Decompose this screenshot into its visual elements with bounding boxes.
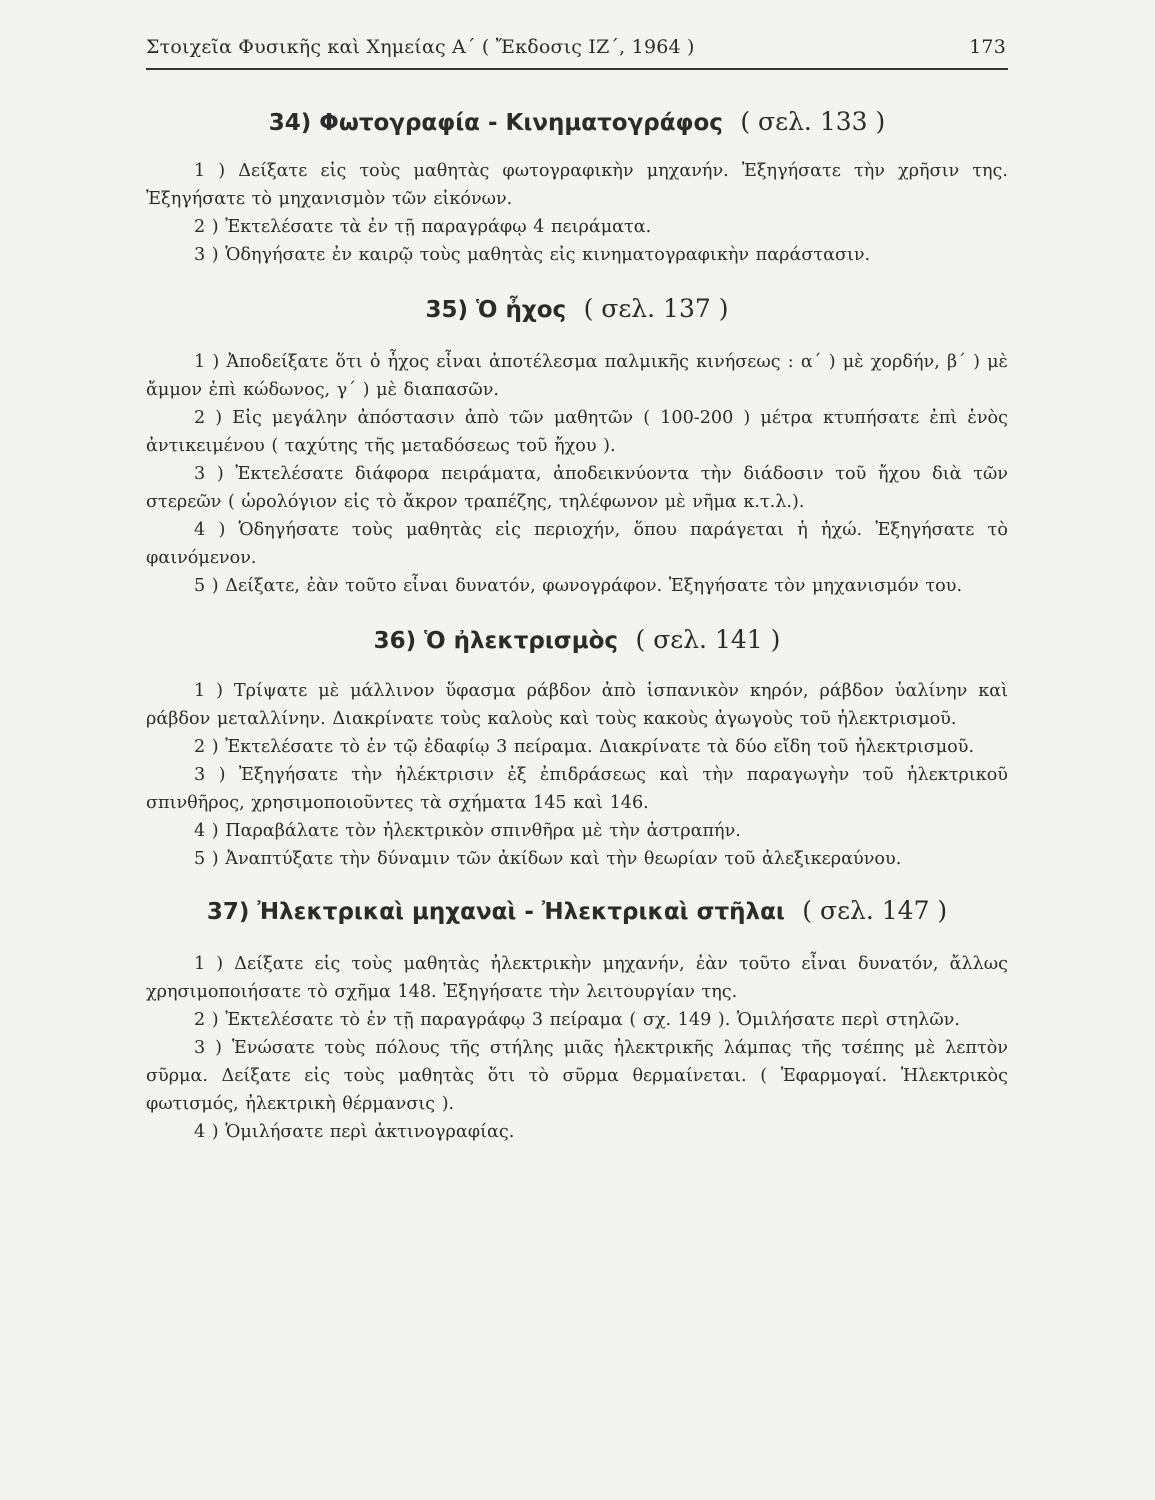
section-35-title <box>146 293 1008 326</box>
section-page-ref: ( σελ. 133 ) <box>740 107 886 136</box>
list-item: 4 ) Ὁδηγήσατε τοὺς μαθητὰς εἰς περιοχήν, ὅπου παράγεται ἡ ἠχώ. Ἐξηγήσατε τὸ φαινόμενον. <box>146 520 1008 568</box>
list-item: 3 ) Ἑνώσατε τοὺς πόλους τῆς στήλης μιᾶς ἠλεκτρικῆς λάμπας τῆς τσέπης μὲ λεπτὸν σῦρμα. Δείξατε εἰς τοὺς μαθητὰς ὅτι τὸ σῦρμα θερμαίνεται. ( Ἐφαρμογαί. Ἠλεκτρικὸς φωτισμός, ἠλεκτρικὴ θέρμανσις ). <box>146 1038 1008 1114</box>
section-36-title <box>146 624 1008 657</box>
section-page-ref: ( σελ. 141 ) <box>635 625 781 654</box>
list-item: 4 ) Παραβάλατε τὸν ἠλεκτρικὸν σπινθῆρα μὲ τὴν ἀστραπήν. <box>194 821 741 841</box>
list-item: 1 ) Ἀποδείξατε ὅτι ὁ ἦχος εἶναι ἀποτέλεσμα παλμικῆς κινήσεως : α΄ ) μὲ χορδήν, β΄ ) μὲ ἄμμον ἐπὶ κώδωνος, γ΄ ) μὲ διαπασῶν. <box>146 352 1008 400</box>
running-title: Στοιχεῖα Φυσικῆς καὶ Χημείας Α΄ ( Ἔκδοσις ΙΖ΄, 1964 ) <box>146 36 695 58</box>
section-page-ref: ( σελ. 147 ) <box>802 896 948 925</box>
header-rule <box>146 68 1008 70</box>
section-page-ref: ( σελ. 137 ) <box>583 294 729 323</box>
list-item: 3 ) Ἐκτελέσατε διάφορα πειράματα, ἀποδεικνύοντα τὴν διάδοσιν τοῦ ἤχου διὰ τῶν στερεῶν ( ὡρολόγιον εἰς τὸ ἄκρον τραπέζης, τηλέφωνον μὲ νῆμα κ.τ.λ.). <box>146 464 1008 512</box>
list-item: 5 ) Ἀναπτύξατε τὴν δύναμιν τῶν ἀκίδων καὶ τὴν θεωρίαν τοῦ ἀλεξικεραύνου. <box>194 849 902 869</box>
section-title-text: 34) Φωτογραφία - Κινηματογράφος <box>268 110 723 136</box>
list-item: 3 ) Ὁδηγήσατε ἐν καιρῷ τοὺς μαθητὰς εἰς κινηματογραφικὴν παράστασιν. <box>194 245 871 265</box>
list-item: 1 ) Δείξατε εἰς τοὺς μαθητὰς φωτογραφικὴν μηχανήν. Ἐξηγήσατε τὴν χρῆσιν της. Ἐξηγήσατε τὸ μηχανισμὸν τῶν εἰκόνων. <box>146 161 1008 209</box>
section-title-text: 37) Ἠλεκτρικαὶ μηχαναὶ - Ἠλεκτρικαὶ στῆλαι <box>206 899 785 925</box>
list-item: 2 ) Ἐκτελέσατε τὸ ἐν τῇ παραγράφῳ 3 πείραμα ( σχ. 149 ). Ὁμιλήσατε περὶ στηλῶν. <box>194 1010 960 1030</box>
section-34-title <box>146 106 1008 139</box>
page-number: 173 <box>969 36 1006 58</box>
running-header <box>146 36 1006 58</box>
list-item: 3 ) Ἐξηγήσατε τὴν ἠλέκτρισιν ἐξ ἐπιδράσεως καὶ τὴν παραγωγὴν τοῦ ἠλεκτρικοῦ σπινθῆρος, χρησιμοποιοῦντες τὰ σχήματα 145 καὶ 146. <box>146 765 1008 813</box>
section-title-text: 36) Ὁ ἠλεκτρισμὸς <box>373 628 619 654</box>
section-37-title <box>146 895 1008 928</box>
list-item: 4 ) Ὁμιλήσατε περὶ ἀκτινογραφίας. <box>194 1122 515 1142</box>
list-item: 5 ) Δείξατε, ἐὰν τοῦτο εἶναι δυνατόν, φωνογράφον. Ἐξηγήσατε τὸν μηχανισμόν του. <box>194 576 963 596</box>
list-item: 1 ) Τρίψατε μὲ μάλλινον ὕφασμα ράβδον ἀπὸ ἱσπανικὸν κηρόν, ράβδον ὑαλίνην καὶ ράβδον μεταλλίνην. Διακρίνατε τοὺς καλοὺς καὶ τοὺς κακοὺς ἀγωγοὺς τοῦ ἠλεκτρισμοῦ. <box>146 681 1008 729</box>
list-item: 2 ) Εἰς μεγάλην ἀπόστασιν ἀπὸ τῶν μαθητῶν ( 100-200 ) μέτρα κτυπήσατε ἐπὶ ἑνὸς ἀντικειμένου ( ταχύτης τῆς μεταδόσεως τοῦ ἤχου ). <box>146 408 1008 456</box>
page-body <box>146 98 1008 1146</box>
list-item: 1 ) Δείξατε εἰς τοὺς μαθητὰς ἠλεκτρικὴν μηχανήν, ἐὰν τοῦτο εἶναι δυνατόν, ἄλλως χρησιμοποιήσατε τὸ σχῆμα 148. Ἐξηγήσατε τὴν λειτουργίαν της. <box>146 954 1008 1002</box>
list-item: 2 ) Ἐκτελέσατε τὰ ἐν τῇ παραγράφῳ 4 πειράματα. <box>194 217 652 237</box>
list-item: 2 ) Ἐκτελέσατε τὸ ἐν τῷ ἐδαφίῳ 3 πείραμα. Διακρίνατε τὰ δύο εἴδη τοῦ ἠλεκτρισμοῦ. <box>194 737 975 757</box>
section-title-text: 35) Ὁ ἦχος <box>425 297 567 323</box>
